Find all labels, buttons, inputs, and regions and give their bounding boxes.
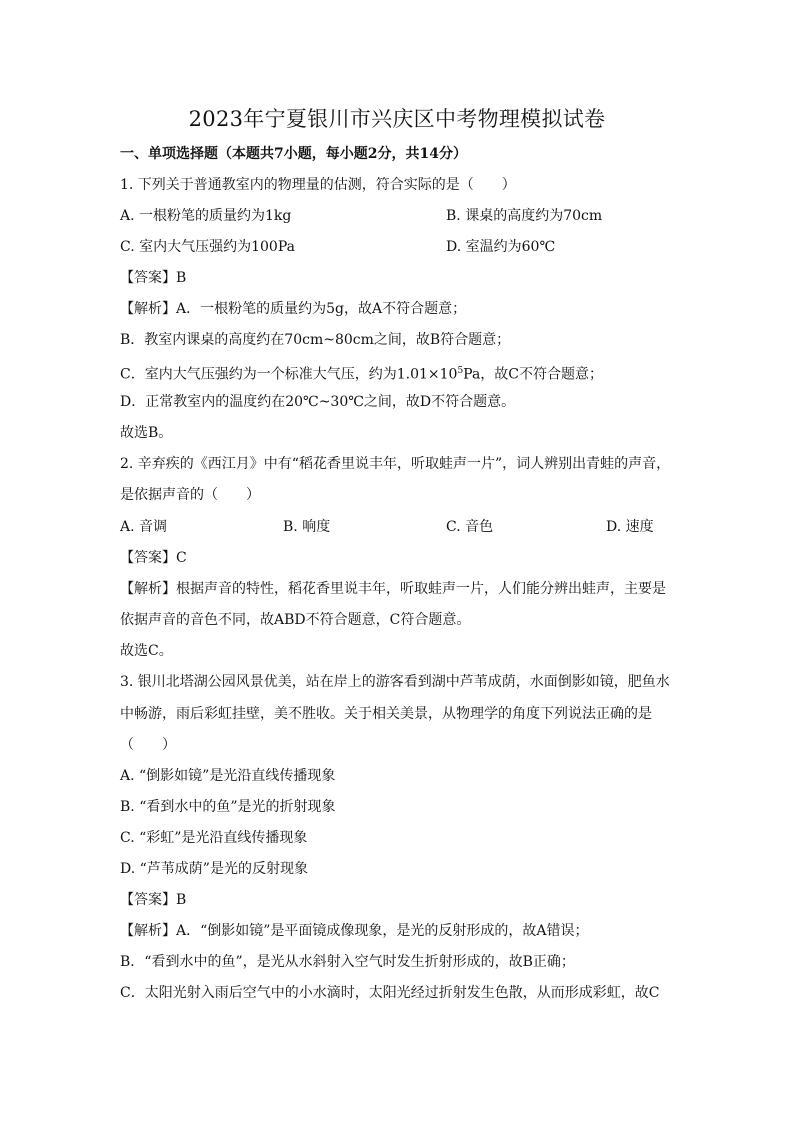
q1-analysis-3-part2: Pa，故C不符合题意； [463,366,604,383]
q3-option-a: A. “倒影如镜”是光沿直线传播现象 [120,768,336,784]
q1-analysis-3-exponent: 5 [457,366,464,376]
q3-analysis-1: 【解析】A．“倒影如镜”是平面镜成像现象，是光的反射形成的，故A错误； [120,923,589,939]
q2-analysis-2: 依据声音的音色不同，故ABD不符合题意，C符合题意。 [120,612,471,628]
q2-option-d: D. 速度 [606,519,654,535]
q2-option-c: C. 音色 [446,519,494,535]
q3-analysis-3: C．太阳光射入雨后空气中的小水滴时，太阳光经过折射发生色散，从而形成彩虹，故C [120,985,660,1001]
section-heading: 一、单项选择题（本题共7小题，每小题2分，共14分） [120,146,467,162]
q1-option-c: C. 室内大气压强约为100Pa [120,239,295,255]
q2-answer: 【答案】C [120,550,187,566]
q2-choose: 故选C。 [120,643,173,659]
q2-option-a: A. 音调 [120,519,168,535]
q3-stem-3: （ ） [120,737,176,753]
page-title: 2023年宁夏银川市兴庆区中考物理模拟试卷 [188,107,606,131]
q1-option-d: D. 室温约为60℃ [446,239,556,255]
q3-option-c: C. “彩虹”是光沿直线传播现象 [120,830,308,846]
q3-stem-2: 中畅游，雨后彩虹挂壁，美不胜收。关于相关美景，从物理学的角度下列说法正确的是 [120,706,652,722]
q1-choose: 故选B。 [120,425,173,441]
q2-analysis-1: 【解析】根据声音的特性，稻花香里说丰年，听取蛙声一片，人们能分辨出蛙声，主要是 [120,581,666,597]
q1-option-a: A. 一根粉笔的质量约为1kg [120,208,292,224]
q3-stem-1: 3. 银川北塔湖公园风景优美，站在岸上的游客看到湖中芦苇成荫，水面倒影如镜，肥鱼水 [120,674,670,690]
q3-option-d: D. “芦苇成荫”是光的反射现象 [120,861,308,877]
q1-answer: 【答案】B [120,270,187,286]
q1-analysis-4: D．正常教室内的温度约在20℃~30℃之间，故D不符合题意。 [120,394,516,410]
q2-stem-1: 2. 辛弃疾的《西江月》中有“稻花香里说丰年，听取蛙声一片”，词人辨别出青蛙的声音， [120,456,671,472]
q1-stem: 1. 下列关于普通教室内的物理量的估测，符合实际的是（ ） [120,177,516,193]
q1-analysis-1: 【解析】A．一根粉笔的质量约为5g，故A不符合题意； [120,301,467,317]
q3-analysis-2: B．“看到水中的鱼”，是光从水斜射入空气时发生折射形成的，故B正确； [120,954,575,970]
q1-analysis-3 [120,362,603,384]
q1-analysis-3-part1: C．室内大气压强约为一个标准大气压，约为1.01×10 [120,366,458,383]
q3-option-b: B. “看到水中的鱼”是光的折射现象 [120,799,336,815]
q1-analysis-2: B．教室内课桌的高度约在70cm~80cm之间，故B符合题意； [120,332,511,348]
q2-option-b: B. 响度 [283,519,331,535]
q2-stem-2: 是依据声音的（ ） [120,487,260,503]
q3-answer: 【答案】B [120,892,187,908]
q1-option-b: B. 课桌的高度约为70cm [446,208,603,224]
